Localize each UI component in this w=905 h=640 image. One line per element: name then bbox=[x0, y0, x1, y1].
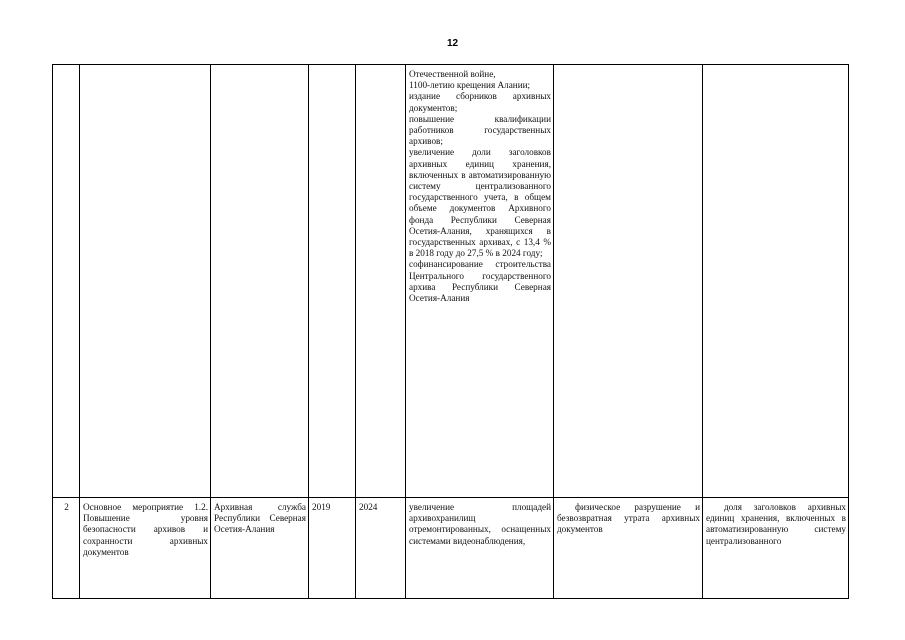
program-table bbox=[52, 64, 849, 599]
cell-end-year bbox=[356, 65, 406, 498]
cell-expected-result: Отечественной войне, 1100-летию крещения Алании; издание сборников архивных документов; повышение квалификации работников государственных архивов; увеличение доли заголовков архивных единиц хранения, включенных в автоматизированную систему централизованного государственного учета, в общем объеме документов Архивного фонда Республики Северная Осетия-Алания, хранящихся в государственных архивах, с 13,4 % в 2018 году до 27,5 % в 2024 году; софинансирование строительства Центрального государственного архива Республики Северная Осетия-Алания bbox=[406, 65, 554, 498]
cell-consequences bbox=[554, 65, 703, 498]
cell-activity bbox=[80, 65, 211, 498]
cell-number bbox=[53, 65, 80, 498]
page-number: 12 bbox=[446, 38, 459, 49]
cell-start-year: 2019 bbox=[309, 498, 356, 599]
table-row bbox=[53, 65, 849, 498]
cell-indicator-link bbox=[703, 65, 849, 498]
cell-number: 2 bbox=[53, 498, 80, 599]
cell-activity: Основное мероприятие 1.2. Повышение уровня безопасности архивов и сохранности архивных документов bbox=[80, 498, 211, 599]
cell-expected-result: увеличение площадей архивохранилищ отремонтированных, оснащенных системами видеонаблюдения, bbox=[406, 498, 554, 599]
cell-indicator-link: доля заголовков архивных единиц хранения, включенных в автоматизированную систему централизованного bbox=[703, 498, 849, 599]
cell-end-year: 2024 bbox=[356, 498, 406, 599]
cell-consequences: физическое разрушение и безвозвратная утрата архивных документов bbox=[554, 498, 703, 599]
cell-executor bbox=[211, 65, 309, 498]
cell-start-year bbox=[309, 65, 356, 498]
cell-executor: Архивная служба Республики Северная Осетия-Алания bbox=[211, 498, 309, 599]
table-row bbox=[53, 498, 849, 599]
